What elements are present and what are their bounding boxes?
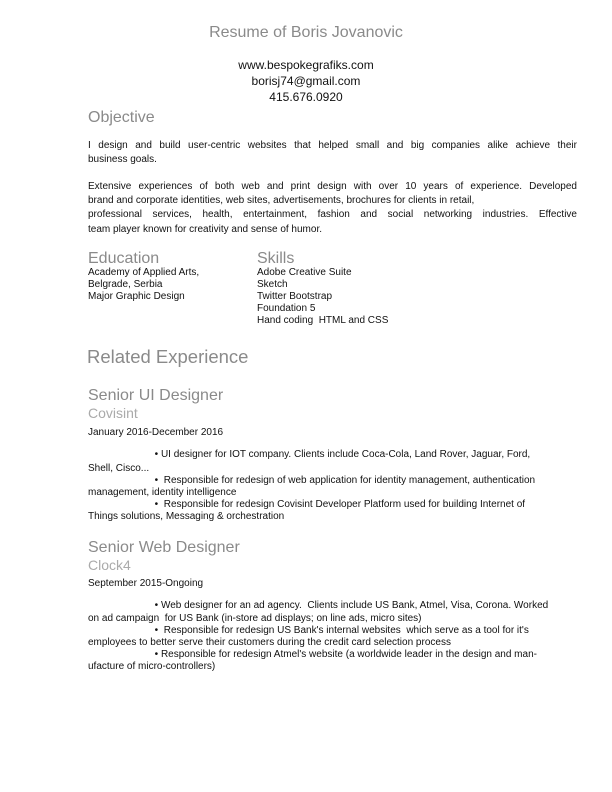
skill-item: Hand coding HTML and CSS <box>257 315 389 326</box>
job-bullet: • Responsible for redesign US Bank's internal websites which serve as a tool for it's <box>88 625 529 636</box>
resume-title: Resume of Boris Jovanovic <box>209 24 403 41</box>
job-bullet: • UI designer for IOT company. Clients include Coca-Cola, Land Rover, Jaguar, Ford, <box>88 449 531 460</box>
job-title: Senior Web Designer <box>88 539 240 556</box>
related-experience-heading: Related Experience <box>87 346 249 367</box>
objective-heading: Objective <box>88 109 155 126</box>
job-bullet: • Responsible for redesign of web application for identity management, authentication <box>88 475 536 486</box>
job-bullet: on ad campaign for US Bank (in-store ad displays; on line ads, micro sites) <box>88 613 422 624</box>
job-bullet: Shell, Cisco... <box>88 463 150 474</box>
education-item: Belgrade, Serbia <box>88 279 163 290</box>
objective-text: brand and corporate identities, web sites, advertisements, brochures for clients in retail, <box>88 195 475 206</box>
skills-heading: Skills <box>257 250 295 267</box>
job-bullet: • Responsible for redesign Atmel's website (a worldwide leader in the design and man- <box>88 649 537 660</box>
company-name: Clock4 <box>88 557 131 573</box>
company-name: Covisint <box>88 405 138 421</box>
phone-number: 415.676.0920 <box>269 90 343 104</box>
education-heading: Education <box>88 250 160 267</box>
job-bullet: ufacture of micro-controllers) <box>88 661 216 672</box>
email-link[interactable]: borisj74@gmail.com <box>251 74 361 88</box>
skill-item: Sketch <box>257 279 288 290</box>
skill-item: Twitter Bootstrap <box>257 291 333 302</box>
website-link[interactable]: www.bespokegrafiks.com <box>238 58 374 72</box>
job-bullet: • Web designer for an ad agency. Clients include US Bank, Atmel, Visa, Corona. Worked <box>88 600 549 611</box>
skill-item: Adobe Creative Suite <box>257 267 352 278</box>
job-dates: January 2016-December 2016 <box>88 427 224 438</box>
objective-text: business goals. <box>88 154 157 165</box>
skill-item: Foundation 5 <box>257 303 316 314</box>
objective-text: team player known for creativity and sense of humor. <box>88 224 323 235</box>
education-item: Academy of Applied Arts, <box>88 267 200 278</box>
objective-text: Extensive experiences of both web and print design with over 10 years of experience. Developed <box>88 181 577 192</box>
job-bullet: management, identity intelligence <box>88 487 237 498</box>
job-title: Senior UI Designer <box>88 387 224 404</box>
job-dates: September 2015-Ongoing <box>88 578 204 589</box>
objective-text: I design and build user-centric websites that helped small and big companies alike achieve their <box>88 140 577 151</box>
education-item: Major Graphic Design <box>88 291 185 302</box>
job-bullet: employees to better serve their customers during the credit card selection process <box>88 637 451 648</box>
job-bullet: • Responsible for redesign Covisint Developer Platform used for building Internet of <box>88 499 526 510</box>
objective-text: professional services, health, entertainment, fashion and social networking industries. Effective <box>88 209 577 220</box>
job-bullet: Things solutions, Messaging & orchestration <box>88 511 285 522</box>
